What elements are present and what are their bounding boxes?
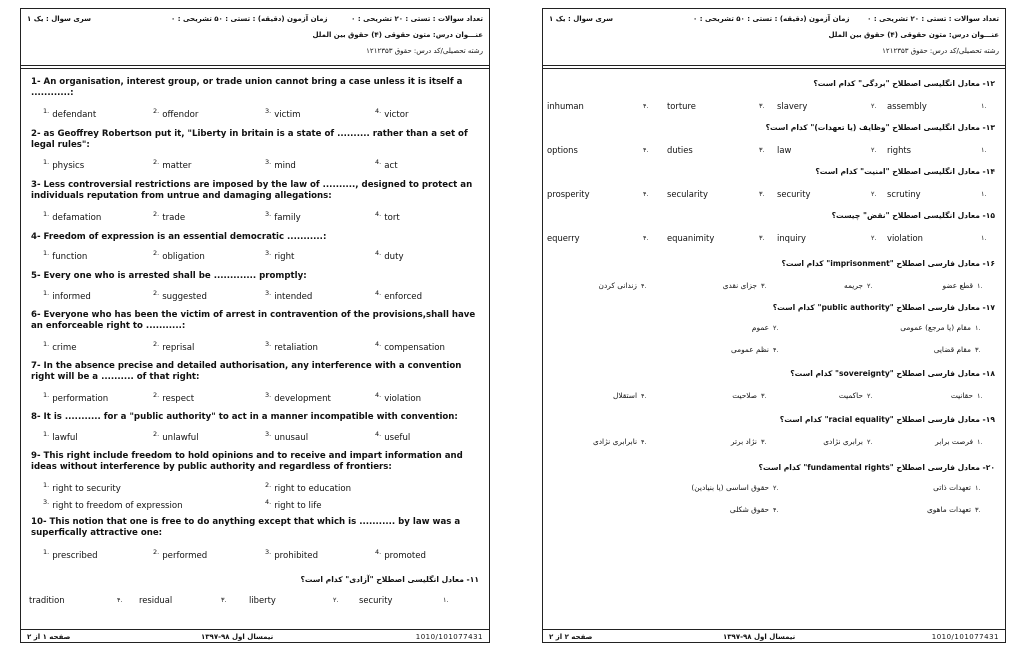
question-1: 1- An organisation, interest group, or trade union cannot bring a case unless it is itself a ............:: [31, 77, 463, 98]
option-2-2[interactable]: [153, 158, 191, 171]
option-number: ۲.: [867, 282, 873, 290]
count-label: تعداد سوالات : تستی : ۲۰ تشریحی : ۰: [867, 15, 999, 23]
option-number: 1.: [43, 391, 50, 399]
course-title: عنـــوان درس: متون حقوقی (۴) حقوق بین الملل: [828, 31, 999, 39]
option-5-3[interactable]: [265, 289, 312, 302]
option-20-1[interactable]: تعهدات ذاتی: [933, 483, 971, 492]
option-label: performed: [162, 550, 208, 561]
option-number: ۲.: [871, 102, 877, 110]
option-number: ۱.: [975, 484, 981, 492]
option-number: 2.: [153, 249, 160, 257]
option-number: ۱.: [443, 596, 449, 604]
option-label: unusaul: [274, 432, 309, 443]
option-6-3[interactable]: [265, 340, 318, 353]
option-11-4[interactable]: tradition: [29, 595, 65, 605]
option-number: 4.: [375, 107, 382, 115]
option-label: right: [274, 251, 295, 262]
header-divider: [543, 65, 1005, 66]
header-divider: [21, 68, 489, 69]
series-label: سری سوال : یک ۱: [549, 15, 614, 23]
option-number: 4.: [375, 391, 382, 399]
option-20-3[interactable]: تعهدات ماهوی: [927, 505, 971, 514]
option-3-4[interactable]: [375, 210, 400, 223]
option-label: victim: [274, 109, 301, 120]
option-9-4[interactable]: [265, 498, 322, 511]
option-number: ۳.: [761, 438, 767, 446]
option-16-3[interactable]: جزای نقدی: [722, 281, 757, 290]
term-label: نیمسال اول ۹۸-۱۳۹۷: [201, 633, 274, 641]
time-label: زمان آزمون (دقیقه) : تستی : ۵۰ تشریحی : ۰: [693, 15, 850, 23]
option-10-1[interactable]: [43, 548, 98, 561]
option-3-1[interactable]: [43, 210, 101, 223]
question-20: ۲۰- معادل فارسی اصطلاح "fundamental rights" کدام است؟: [758, 463, 995, 472]
option-number: 2.: [265, 481, 272, 489]
option-label: enforced: [384, 291, 423, 302]
course-title: عنـــوان درس: متون حقوقی (۴) حقوق بین الملل: [312, 31, 483, 39]
option-11-1[interactable]: security: [359, 595, 393, 605]
option-16-4[interactable]: زندانی کردن: [598, 281, 637, 290]
option-16-2[interactable]: جریمه: [844, 281, 863, 290]
option-number: ۴.: [117, 596, 123, 604]
option-label: crime: [52, 342, 77, 353]
option-label: right to life: [274, 500, 322, 511]
option-number: 2.: [153, 548, 160, 556]
option-15-3[interactable]: equanimity: [667, 233, 715, 243]
option-18-2[interactable]: حاکمیت: [838, 391, 863, 400]
option-12-4[interactable]: inhuman: [547, 101, 584, 111]
option-8-1[interactable]: [43, 430, 78, 443]
option-number: 4.: [375, 548, 382, 556]
option-label: retaliation: [274, 342, 318, 353]
option-number: ۲.: [867, 392, 873, 400]
option-9-1[interactable]: [43, 481, 121, 494]
option-label: performation: [52, 393, 109, 404]
option-label: matter: [162, 160, 192, 171]
option-11-2[interactable]: liberty: [249, 595, 276, 605]
question-8: 8- It is ........... for a "public authority" to act in a manner incompatible with convention:: [31, 412, 458, 422]
question-11: ۱۱- معادل انگلیسی اصطلاح "آزادی" کدام است؟: [300, 575, 479, 584]
question-5: 5- Every one who is arrested shall be ............. promptly:: [31, 271, 307, 281]
option-number: ۲.: [773, 324, 779, 332]
option-number: 1.: [43, 289, 50, 297]
option-7-3[interactable]: [265, 391, 331, 404]
option-number: ۳.: [761, 392, 767, 400]
option-number: 3.: [265, 158, 272, 166]
option-label: violation: [384, 393, 422, 404]
option-label: trade: [162, 212, 186, 223]
option-number: 3.: [265, 430, 272, 438]
option-number: 2.: [153, 210, 160, 218]
option-6-4[interactable]: [375, 340, 445, 353]
option-number: 4.: [375, 430, 382, 438]
question-7: 7- In the absence precise and detailed authorisation, any interference with a convention right will be a .......... of that right:: [31, 361, 462, 382]
option-number: 2.: [153, 340, 160, 348]
option-label: mind: [274, 160, 296, 171]
question-18: ۱۸- معادل فارسی اصطلاح "sovereignty" کدام است؟: [790, 369, 995, 378]
option-label: useful: [384, 432, 411, 443]
option-2-4[interactable]: [375, 158, 398, 171]
page-number: صفحه ۱ از ۲: [27, 633, 71, 641]
option-number: ۲.: [871, 146, 877, 154]
option-number: 3.: [265, 548, 272, 556]
question-10: 10- This notion that one is free to do anything except that which is ........... by law was a superfically attractive one:: [31, 517, 461, 538]
option-number: 1.: [43, 548, 50, 556]
option-number: ۳.: [759, 102, 765, 110]
option-label: informed: [52, 291, 91, 302]
option-label: lawful: [52, 432, 78, 443]
option-label: suggested: [162, 291, 207, 302]
option-label: respect: [162, 393, 195, 404]
option-1-2[interactable]: [153, 107, 198, 120]
option-number: 4.: [265, 498, 272, 506]
option-number: 1.: [43, 340, 50, 348]
option-number: 3.: [265, 210, 272, 218]
option-20-4[interactable]: حقوق شکلی: [729, 505, 769, 514]
option-8-4[interactable]: [375, 430, 410, 443]
option-15-4[interactable]: equerry: [547, 233, 580, 243]
option-17-4[interactable]: نظم عمومی: [730, 345, 769, 354]
option-number: ۱.: [977, 282, 983, 290]
option-number: 4.: [375, 249, 382, 257]
page-header: [21, 9, 489, 63]
header-divider: [543, 68, 1005, 69]
option-label: development: [274, 393, 331, 404]
option-label: promoted: [384, 550, 427, 561]
option-20-2[interactable]: حقوق اساسی (یا بنیادین): [691, 483, 769, 492]
option-4-1[interactable]: [43, 249, 87, 262]
option-11-3[interactable]: residual: [139, 595, 173, 605]
time-label: زمان آزمون (دقیقه) : تستی : ۵۰ تشریحی : ۰: [171, 15, 328, 23]
option-7-1[interactable]: [43, 391, 108, 404]
question-12: ۱۲- معادل انگلیسی اصطلاح "بردگی" کدام است؟: [813, 79, 995, 88]
option-number: ۱.: [981, 190, 987, 198]
option-6-2[interactable]: [153, 340, 194, 353]
option-number: ۴.: [643, 102, 649, 110]
question-19: ۱۹- معادل فارسی اصطلاح "racial equality" کدام است؟: [779, 415, 995, 424]
option-number: ۲.: [871, 190, 877, 198]
option-12-1[interactable]: assembly: [887, 101, 927, 111]
page-frame: [542, 8, 1006, 643]
option-label: victor: [384, 109, 409, 120]
option-label: duty: [384, 251, 404, 262]
option-label: function: [52, 251, 88, 262]
option-17-1[interactable]: مقام (یا مرجع) عمومی: [900, 323, 971, 332]
option-number: ۱.: [975, 324, 981, 332]
option-10-3[interactable]: [265, 548, 318, 561]
option-number: ۲.: [773, 484, 779, 492]
option-1-1[interactable]: [43, 107, 96, 120]
question-14: ۱۴- معادل انگلیسی اصطلاح "امنیت" کدام است؟: [815, 167, 995, 176]
footer-divider: [543, 629, 1005, 630]
question-17: ۱۷- معادل فارسی اصطلاح "public authority" کدام است؟: [772, 303, 995, 312]
option-number: ۳.: [759, 146, 765, 154]
option-number: ۴.: [641, 392, 647, 400]
option-19-4[interactable]: نابرابری نژادی: [592, 437, 637, 446]
option-number: ۴.: [773, 346, 779, 354]
option-1-4[interactable]: [375, 107, 409, 120]
count-label: تعداد سوالات : تستی : ۲۰ تشریحی : ۰: [351, 15, 483, 23]
option-number: ۳.: [975, 346, 981, 354]
option-9-2[interactable]: [265, 481, 351, 494]
option-label: defamation: [52, 212, 102, 223]
option-14-2[interactable]: security: [777, 189, 811, 199]
option-8-3[interactable]: [265, 430, 308, 443]
option-13-2[interactable]: law: [777, 145, 792, 155]
option-4-4[interactable]: [375, 249, 404, 262]
option-number: 3.: [265, 249, 272, 257]
option-14-1[interactable]: scrutiny: [887, 189, 921, 199]
option-number: ۲.: [871, 234, 877, 242]
option-label: act: [384, 160, 398, 171]
exam-code: 1010/101077431: [931, 633, 999, 641]
option-number: 1.: [43, 249, 50, 257]
option-number: 3.: [265, 391, 272, 399]
option-14-3[interactable]: secularity: [667, 189, 708, 199]
option-number: ۳.: [759, 234, 765, 242]
option-12-2[interactable]: slavery: [777, 101, 808, 111]
option-number: ۴.: [643, 190, 649, 198]
option-18-3[interactable]: صلاحیت: [732, 391, 757, 400]
option-number: 4.: [375, 210, 382, 218]
option-number: 3.: [265, 340, 272, 348]
option-number: 1.: [43, 481, 50, 489]
option-number: ۲.: [333, 596, 339, 604]
option-number: ۱.: [981, 102, 987, 110]
option-16-1[interactable]: قطع عضو: [942, 281, 973, 290]
option-7-4[interactable]: [375, 391, 421, 404]
option-5-4[interactable]: [375, 289, 422, 302]
option-number: 2.: [153, 391, 160, 399]
field-label: رشته تحصیلی/کد درس: حقوق ۱۲۱۲۳۵۳: [366, 47, 483, 55]
option-number: ۴.: [643, 234, 649, 242]
option-number: ۱.: [981, 146, 987, 154]
option-18-4[interactable]: استقلال: [613, 391, 637, 400]
question-3: 3- Less controversial restrictions are imposed by the law of .........., designed to protect an individuals reputation from untrue and damaging allegations:: [31, 180, 473, 201]
option-label: family: [274, 212, 301, 223]
option-19-3[interactable]: نژاد برتر: [730, 437, 757, 446]
option-number: 1.: [43, 107, 50, 115]
option-number: 3.: [43, 498, 50, 506]
question-15: ۱۵- معادل انگلیسی اصطلاح "نقض" چیست؟: [831, 211, 995, 220]
option-label: intended: [274, 291, 313, 302]
option-18-1[interactable]: حقانیت: [950, 391, 973, 400]
option-2-1[interactable]: [43, 158, 84, 171]
question-16: ۱۶- معادل فارسی اصطلاح "imprisonment" کدام است؟: [781, 259, 995, 268]
question-13: ۱۳- معادل انگلیسی اصطلاح "وظایف (یا تعهدات)" کدام است؟: [765, 123, 995, 132]
option-10-2[interactable]: [153, 548, 207, 561]
option-number: ۱.: [977, 438, 983, 446]
option-4-2[interactable]: [153, 249, 205, 262]
option-label: obligation: [162, 251, 205, 262]
option-12-3[interactable]: torture: [667, 101, 696, 111]
question-6: 6- Everyone who has been the victim of arrest in contravention of the provisions,shall have an enforceable right to ...........:: [31, 310, 476, 331]
option-label: prohibited: [274, 550, 319, 561]
option-label: unlawful: [162, 432, 199, 443]
option-10-4[interactable]: [375, 548, 426, 561]
option-number: 1.: [43, 210, 50, 218]
question-4: 4- Freedom of expression is an essential democratic ...........:: [31, 232, 327, 242]
option-number: ۳.: [761, 282, 767, 290]
option-4-3[interactable]: [265, 249, 294, 262]
exam-page-2: [512, 0, 1024, 649]
page-frame: [20, 8, 490, 643]
option-7-2[interactable]: [153, 391, 194, 404]
option-number: 2.: [153, 430, 160, 438]
option-number: ۳.: [975, 506, 981, 514]
option-number: 1.: [43, 158, 50, 166]
option-1-3[interactable]: [265, 107, 301, 120]
option-8-2[interactable]: [153, 430, 199, 443]
option-label: right to education: [274, 483, 352, 494]
option-13-3[interactable]: duties: [667, 145, 693, 155]
option-number: ۳.: [759, 190, 765, 198]
option-3-2[interactable]: [153, 210, 185, 223]
option-number: 2.: [153, 158, 160, 166]
option-5-1[interactable]: [43, 289, 91, 302]
term-label: نیمسال اول ۹۸-۱۳۹۷: [723, 633, 796, 641]
option-number: 4.: [375, 158, 382, 166]
option-15-2[interactable]: inquiry: [777, 233, 806, 243]
field-label: رشته تحصیلی/کد درس: حقوق ۱۲۱۲۳۵۳: [882, 47, 999, 55]
option-5-2[interactable]: [153, 289, 207, 302]
page-header: [543, 9, 1005, 63]
option-17-3[interactable]: مقام قضایی: [933, 345, 971, 354]
option-number: ۴.: [643, 146, 649, 154]
option-label: right to security: [52, 483, 121, 494]
footer-divider: [21, 629, 489, 630]
option-number: 2.: [153, 107, 160, 115]
option-number: ۴.: [773, 506, 779, 514]
option-6-1[interactable]: [43, 340, 77, 353]
option-label: offendor: [162, 109, 199, 120]
header-divider: [21, 65, 489, 66]
option-number: ۲.: [867, 438, 873, 446]
option-number: ۱.: [977, 392, 983, 400]
series-label: سری سوال : یک ۱: [27, 15, 92, 23]
exam-code: 1010/101077431: [415, 633, 483, 641]
option-label: compensation: [384, 342, 445, 353]
option-9-3[interactable]: [43, 498, 183, 511]
option-label: reprisal: [162, 342, 195, 353]
option-number: 2.: [153, 289, 160, 297]
option-number: ۱.: [981, 234, 987, 242]
option-17-2[interactable]: عموم: [751, 323, 769, 332]
option-number: 3.: [265, 289, 272, 297]
option-label: prescribed: [52, 550, 98, 561]
option-label: physics: [52, 160, 85, 171]
option-number: 3.: [265, 107, 272, 115]
option-label: tort: [384, 212, 400, 223]
page-number: صفحه ۲ از ۲: [549, 633, 593, 641]
question-9: 9- This right include freedom to hold opinions and to receive and impart information and ideas without interference by public authority and regardless of frontiers:: [31, 451, 463, 472]
option-number: 4.: [375, 289, 382, 297]
option-13-4[interactable]: options: [547, 145, 578, 155]
option-19-2[interactable]: برابری نژادی: [823, 437, 863, 446]
option-15-1[interactable]: violation: [887, 233, 923, 243]
option-14-4[interactable]: prosperity: [547, 189, 590, 199]
option-number: ۴.: [641, 282, 647, 290]
option-number: ۴.: [641, 438, 647, 446]
option-label: right to freedom of expression: [52, 500, 183, 511]
option-19-1[interactable]: فرصت برابر: [935, 437, 973, 446]
option-13-1[interactable]: rights: [887, 145, 912, 155]
option-number: 4.: [375, 340, 382, 348]
option-label: defendant: [52, 109, 97, 120]
option-number: 1.: [43, 430, 50, 438]
question-2: 2- as Geoffrey Robertson put it, "Liberty in britain is a state of .......... rather than a set of legal rules":: [31, 129, 468, 150]
option-3-3[interactable]: [265, 210, 301, 223]
option-2-3[interactable]: [265, 158, 296, 171]
option-number: ۳.: [221, 596, 227, 604]
